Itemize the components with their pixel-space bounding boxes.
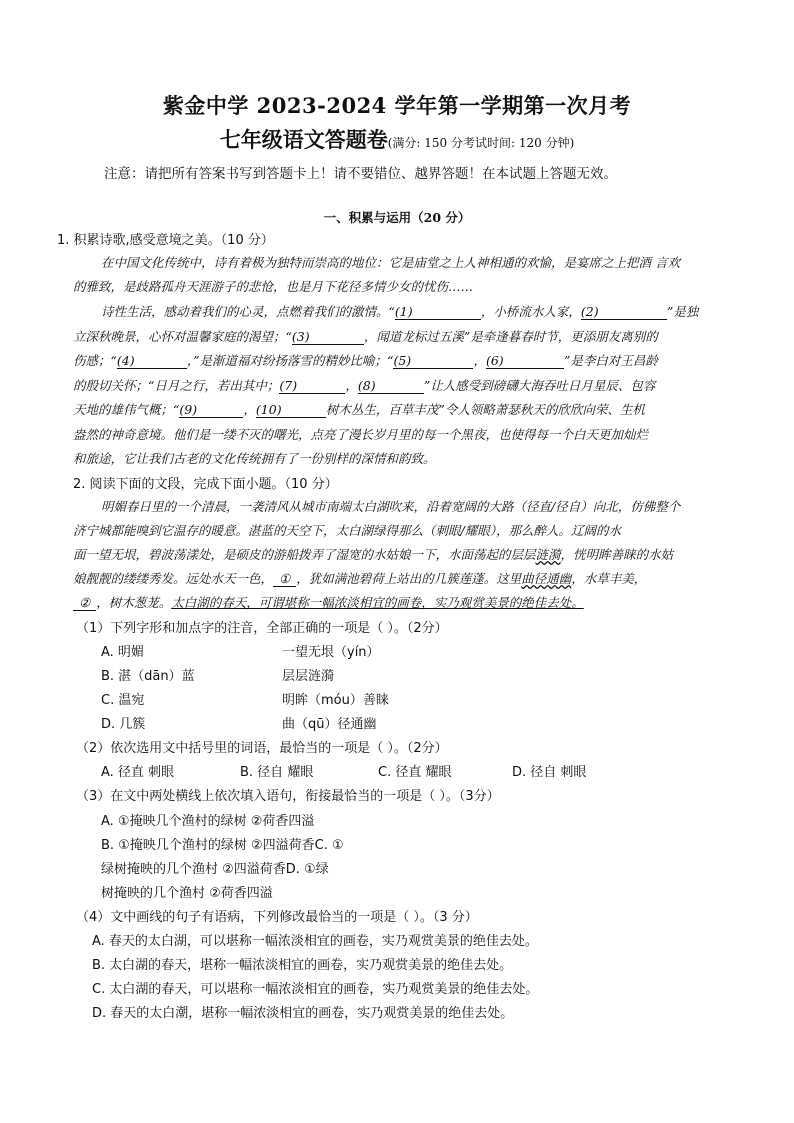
subtitle-note: (满分: 150 分考试时间: 120 分钟) [387, 136, 575, 150]
text: ”是独 [666, 304, 699, 319]
text: 的殷切关怀；“日月之行，若出其中； [73, 378, 280, 393]
q1-intro-line2: 的雅致，是歧路孤舟天涯游子的悲怆，也是月下花径多情少女的忧伤…… [73, 279, 474, 294]
sub1-option-a[interactable]: A. 明媚 [101, 645, 144, 660]
sub4-option-d[interactable]: D. 春天的太白潮，堪称一幅浓淡相宜的画卷，实乃观赏美景的绝佳去处。 [92, 1006, 514, 1021]
sub3-line4[interactable]: 树掩映的几个渔村 ②荷香四溢 [101, 886, 273, 901]
sub3-stem: （3）在文中两处横线上依次填入语句，衔接最恰当的一项是（ ）。（3分） [76, 789, 500, 804]
sub1-option-d[interactable]: D. 几簇 [101, 717, 146, 732]
sub4-option-b[interactable]: B. 太白湖的春天，堪称一幅浓淡相宜的画卷，实乃观赏美景的绝佳去处。 [92, 958, 513, 973]
blank-9[interactable]: (9) [179, 402, 243, 418]
sub1-option-d-2: 曲（qū）径通幽 [282, 717, 377, 732]
text: ， [345, 378, 358, 393]
text: ，犹如满池碧荷上站出的几簇莲蓬。这里 [296, 571, 522, 586]
blank-2[interactable]: (2) [581, 304, 667, 320]
sub1-option-c[interactable]: C. 温宛 [101, 693, 145, 708]
text: ， [243, 402, 256, 417]
text: 立深秋晚景，心怀对温馨家庭的渴望；“ [73, 329, 292, 344]
blank-circle-1[interactable]: ① [273, 571, 296, 587]
exam-subtitle [0, 124, 794, 154]
text: 伤感；“ [73, 353, 117, 368]
blank-1[interactable]: (1) [395, 304, 481, 320]
sub2-option-b[interactable]: B. 径自 耀眼 [240, 765, 314, 780]
text: 树木丛生，百草丰茂”令人领略萧瑟秋天的欣欣向荣、生机 [325, 402, 645, 417]
q2-line1: 明媚春日里的一个清晨，一袭清风从城市南端太白湖吹来，沿着宽阔的大路（径直/径自）向北，仿佛整个 [101, 499, 681, 514]
q2-line5 [73, 593, 584, 611]
text: ”让人感受到磅礴大海吞吐日月星辰、包容 [423, 378, 656, 393]
sub4-option-c[interactable]: C. 太白湖的春天，可以堪称一幅浓淡相宜的画卷，实乃观赏美景的绝佳去处。 [92, 982, 539, 997]
sub3-line2[interactable]: B. ①掩映几个渔村的绿树 ②四溢荷香C. ① [101, 838, 344, 853]
q1-stem: 1. 积累诗歌,感受意境之美。（10 分） [57, 233, 274, 248]
blank-10[interactable]: (10) [256, 402, 326, 418]
sub3-line1[interactable]: A. ①掩映几个渔村的绿树 ②荷香四溢 [101, 814, 315, 829]
sub4-stem: （4）文中画线的句子有语病，下列修改最恰当的一项是（ ）。（3 分） [76, 910, 478, 925]
text: 恍 [573, 547, 586, 562]
text: ，树木葱茏。 [96, 595, 172, 610]
text: ，小桥流水人家， [480, 304, 581, 319]
q1-line4 [73, 327, 658, 345]
sub1-option-c-2: 明眸（móu）善睐 [282, 693, 389, 708]
sub2-option-c[interactable]: C. 径直 耀眼 [378, 765, 452, 780]
blank-4[interactable]: (4) [117, 353, 187, 369]
blank-6[interactable]: (6) [486, 353, 564, 369]
sub1-option-a-2: 一望无垠（yín） [282, 645, 380, 660]
wavy-word: 涟漪 [535, 547, 561, 562]
blank-7[interactable]: (7) [279, 378, 345, 394]
subtitle-text: 七年级语文答题卷 [219, 127, 388, 152]
sub2-option-d[interactable]: D. 径自 刺眼 [512, 765, 587, 780]
q1-line9: 和旅途，它让我们古老的文化传统拥有了一份别样的深情和韵致。 [73, 451, 436, 466]
text: ， [560, 547, 574, 562]
q2-line2: 济宁城都能嗅到它温存的暖意。湛蓝的天空下，太白湖绿得那么（刺眼/耀眼），那么醉人。辽阔的水 [73, 523, 621, 538]
exam-notice: 注意：请把所有答案书写到答题卡上！请不要错位、越界答题！在本试题上答题无效。 [104, 166, 617, 182]
sub1-option-b[interactable]: B. 湛（dān）蓝 [101, 669, 195, 684]
text: ，”是渐道福对纷扬落雪的精妙比喻；“ [186, 353, 394, 368]
text: 娘靓靓的缕缕秀发。远处水天一色， [73, 571, 274, 586]
section-heading: 一、积累与运用（20 分） [323, 210, 471, 225]
q1-line6 [73, 376, 655, 394]
text: ”是李白对王昌龄 [563, 353, 658, 368]
sub4-option-a[interactable]: A. 春天的太白湖，可以堪称一幅浓淡相宜的画卷，实乃观赏美景的绝佳去处。 [92, 934, 538, 949]
text: 诗性生活，感动着我们的心灵，点燃着我们的激情。“ [101, 304, 395, 319]
exam-title: 紫金中学 2023-2024 学年第一学期第一次月考 [162, 93, 632, 118]
text: ， [473, 353, 486, 368]
text: ，闻道龙标过五溪”是牵逢暮春时节，更添朋友离别的 [363, 329, 658, 344]
sub1-stem: （1）下列字形和加点字的注音，全部正确的一项是（ ）。（2分） [76, 621, 448, 636]
text: 天地的雄伟气概；“ [73, 402, 180, 417]
sub1-option-b-2: 层层涟漪 [282, 669, 335, 684]
q1-line8: 盎然的神奇意境。他们是一缕不灭的曙光，点亮了漫长岁月里的每一个黑夜，也使得每一个白天更加灿烂 [73, 427, 649, 442]
blank-5[interactable]: (5) [393, 353, 473, 369]
q2-stem: 2. 阅读下面的文段，完成下面小题。（10 分） [73, 477, 338, 492]
sub2-option-a[interactable]: A. 径直 刺眼 [101, 765, 175, 780]
blank-3[interactable]: (3) [292, 329, 364, 345]
q2-line4 [73, 569, 646, 587]
blank-8[interactable]: (8) [358, 378, 424, 394]
text: 面一望无垠，碧波荡漾处，是硕皮的游船拨弄了湿宽的水姑娘一下，水面荡起的层层 [73, 547, 536, 562]
text: ，水草丰美， [571, 571, 647, 586]
q1-line3 [101, 302, 698, 320]
q2-line3 [73, 545, 673, 563]
q1-line7 [73, 400, 645, 418]
q1-intro-line1: 在中国文化传统中，诗有着极为独特而崇高的地位：它是庙堂之上人神相通的欢愉，是宴席之上把酒 言欢 [101, 255, 680, 270]
blank-circle-2[interactable]: ② [73, 595, 96, 611]
underlined-sentence: 太白湖的春天，可谓堪称一幅浓淡相宜的画卷，实乃观赏美景的绝佳去处。 [171, 595, 584, 610]
wavy-word: 曲径通幽 [521, 571, 572, 586]
sub3-line3[interactable]: 绿树掩映的几个渔村 ②四溢荷香D. ①绿 [101, 862, 329, 877]
q1-line5 [73, 351, 658, 369]
sub2-stem: （2）依次选用文中括号里的词语，最恰当的一项是（ ）。（2分） [76, 741, 448, 756]
text: 明眸善睐的水姑 [585, 547, 674, 562]
